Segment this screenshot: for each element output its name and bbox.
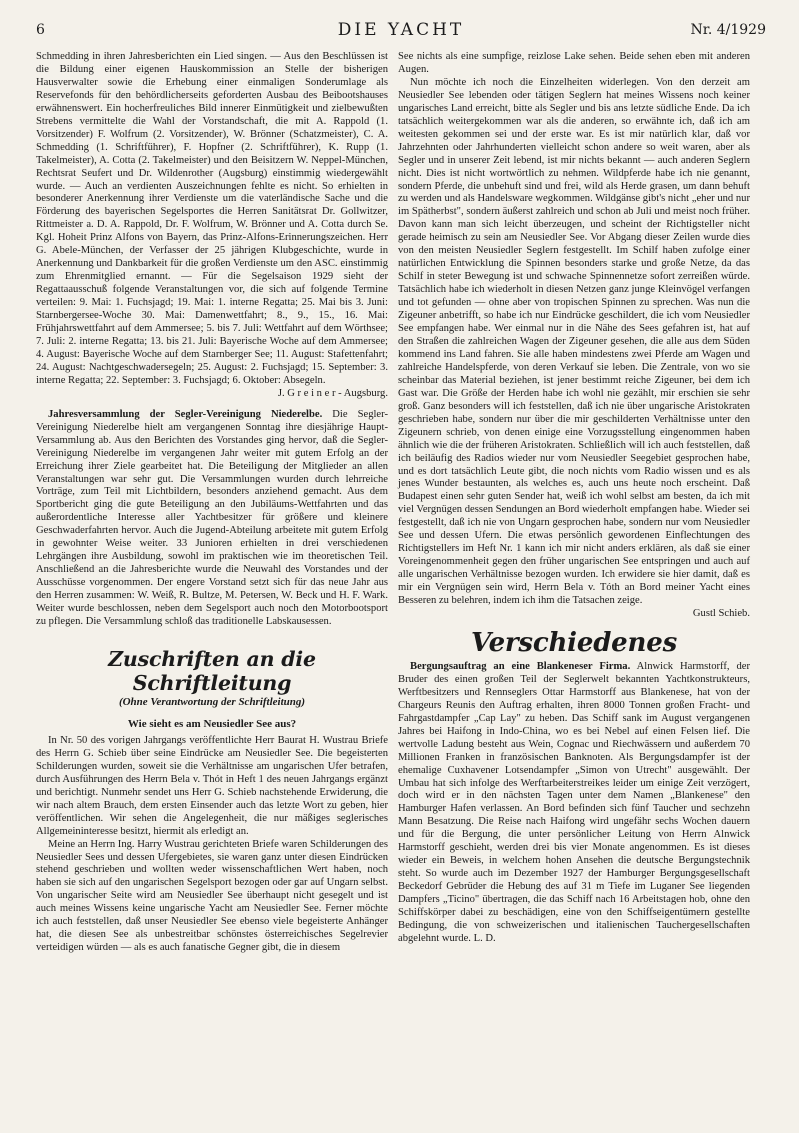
letter-rebuttal-paragraph: Nun möchte ich noch die Einzelheiten widerlegen. Von den derzeit am Neusiedler See lebenden oder tätigen Seglern hat meines Wissens noch keiner ungarisches Land erreicht, bitte als Segler und bis ans letzte südliche Ende. Da ich tatsächlich weitergekommen war als die anderen, so erwähnte ich, daß ich am weitesten gekommen sei und der erste war. Es ist mir natürlich klar, daß vor Jahrzehnten oder Jahrhunderten vielleicht schon andere so weit waren, aber als Segler und in unserer Zeit lebend, ist mir nichts bekannt — auch anderen Seglern nicht. Dies ist nicht wortwörtlich zu nehmen. Wildpferde habe ich nie genannt, sondern Pferde, die unbehuft sind und frei, wild als Herde grasen, um dann behuft zu werden und als Handelsware wegkommen. Wildgänse gibt's nicht „eher und nur im Spätherbst", sondern äußerst zahlreich und schon ab Juli und meist noch früher. Davon kann man sich leicht überzeugen, und scheint der Richtigsteller nicht gerade heimisch zu sein am Neusiedler See. Vor Abgang dieser Zeilen wurde dies von den meisten Neusiedler Seglern festgestellt. Im Schilf haben zufolge einer natürlichen Entwicklung die Spinnen besonders starke und große Netze, da das Schilf in steter Bewegung ist und schwache Spinnennetze sofort zerreißen würde. Tatsächlich habe ich wiederholt in diesen Netzen ganz junge Kleinvögel verfangen und tot gefunden — ohne aber von tropischen Spinnen zu sprechen. Was nun die Zigeuner anbetrifft, so habe ich nur Eindrücke geschildert, die ich vom Neusiedler See empfangen habe. Wer einmal nur in die Nähe des Sees gefahren ist, hat auf den Straßen die zahlreichen Wagen der Zigeuner gesehen, die alle aus dem Süden kommend ins Land fahren. Sie alle haben mindestens zwei Pferde am Wagen und zahlreiche Handelspferde, von deren Verkauf sie leben. Die Zentrale, von wo sie scheinbar das Material beziehen, ist jener bestimmt reiche Zigeuner, bei dem ich Gast war. Die Größe der Herden habe ich wohl nie gezählt, mir erschien sie sehr groß. Ganz besonders will ich feststellen, daß ich nie über ungarische Aristokraten geschrieben habe, sondern nur über die mir geschilderten Verhältnisse unter den Zigeunern schrieb, von denen einige eine Vorzugsstellung eingenommen haben ähnlich wie die der früheren Aristokraten. Schließlich will ich auch feststellen, daß ich beiläufig des Radios wieder nur vom Neusiedler Seegebiet gesprochen habe, und es dort tatsächlich Leute gibt, die noch nichts vom Radio wissen und es als jenes Wunder bestaunten, als welches es, auch uns heute noch erscheint. Daß Budapest einen sehr guten Sender hat, weiß ich wohl selbst am besten, da ich mit viel Vergnügen dessen Sendungen an Bord wiederholt empfangen habe. Wieder sei festgestellt, daß ich nie von Ungarn gesprochen habe, sondern nur vom Neusiedler See und dessen Ufern. Die etwas persönlich gewordenen Einflechtungen des Richtigstellers im Heft Nr. 1 kann ich mir nicht anders erklären, als daß sie einer Voreingenommenheit gegen den früher ungarischen See entspringen und auch auf alle ungarischen Verhältnisse bezogen wurden. Ich erwidere sie hier damit, daß es mir ein Vergnügen sein wird, Herrn Bela v. Tóth an Bord meiner Yacht eines Besseren zu belehren, indem ich ihm die Tatsachen zeige. bbox=[398, 76, 750, 607]
right-column bbox=[398, 51, 750, 946]
issue-number: Nr. 4/1929 bbox=[690, 22, 766, 38]
letter-paragraph: Meine an Herrn Ing. Harry Wustrau gerichteten Briefe waren Schilderungen des Neusiedler Sees und dessen Ufergebietes, sie waren ganz unter diesen Eindrücken stehend geschrieben und wollten weder wissenschaftlichen Wert haben, noch haben sie sich auf den ungarischen Segelsport bezogen oder gar auf Ungarn selbst. Von ungarischer Seite wird am Neusiedler See überhaupt nicht gesegelt und ist auch meines Wissens keine ungarische Yacht am Neusiedler See. Ferner möchte ich auch feststellen, daß unser Neusiedler See ebenso viele begeisterte Anhänger hat, die diesen See als unbestreitbar schönstes österreichisches Segelrevier verteidigen würden — als es auch fanatische Gegner gibt, die in diesem bbox=[36, 838, 388, 954]
page-header bbox=[36, 20, 766, 42]
niederelbe-heading: Jahresversammlung der Segler-Vereinigung Niederelbe. bbox=[48, 408, 323, 420]
journal-title: DIE YACHT bbox=[337, 20, 465, 40]
letter-question-heading: Wie sieht es am Neusiedler See aus? bbox=[127, 717, 297, 730]
letter-signoff: Gustl Schieb. bbox=[692, 607, 750, 619]
page-number: 6 bbox=[36, 22, 45, 38]
letters-section-title: Zuschriften an die Schriftleitung bbox=[108, 646, 316, 695]
club-report-paragraph: Schmedding in ihren Jahresberichten ein Lied singen. — Aus den Beschlüssen ist die Bildung einer eigenen Hauskommission an Stelle der bisherigen Hausverwalter sowie die Erhebung einer einmaligen Sonderumlage als Reservefonds für den behördlicherseits geforderten Ausbau des Beibootshauses erwähnenswert. Ein hocherfreuliches Bild innerer Einmütigkeit und zielbewußten Strebens vermittelte die Wahl der Vorstandschaft, die mit A. Rappold (1. Vorsitzender) F. Wolfrum (2. Vorsitzender), W. Brönner (Schatzmeister), C. A. Schmedding (1. Schriftführer), F. Hopfner (2. Schriftführer), K. Rupp (1. Takelmeister), A. Cotta (2. Takelmeister) und den Beisitzern W. Neppel-München, Rechtsrat Seufert und Dr. Wildenrother (Augsburg) einstimmig wiedergewählt wurde. — Auch an verdienten Auszeichnungen fehlte es nicht. So erhielten in besonderer Anerkennung ihrer Verdienste um die vaterländische Sache und die Förderung des bayerischen Segelsportes die Herren Sanitätsrat Dr. Gollwitzer, Rittmeister a. D. A. Rappold, Dr. F. Wolfrum, W. Brönner und A. Cotta durch Se. Kgl. Hoheit Prinz Alfons von Bayern, das Prinz-Alfons-Erinnerungszeichen. Herr G. Abele-München, der Verfasser der 25 jährigen Klubgeschichte, wurde in Anerkennung und Dankbarkeit für die großen Verdienste um den ASC. einstimmig zum Ehrenmitglied ernannt. — Für die Segelsaison 1929 sieht der Regattaausschuß folgende Veranstaltungen vor, die sich auf folgende Termine verteilen: 9. Mai: 1. Fuchsjagd; 19. Mai: 1. interne Regatta; 25. Mai bis 3. Juni: Starnbergersee-Woche 30. Mai: Damenwettfahrt; 8., 9., 15., 16. Mai: Frühjahrswettfahrt auf dem Ammersee; 5. bis 7. Juli: Wettfahrt auf dem Wörthsee; 7. Juli: 2. interne Regatta; 13. bis 21. Juli: Bayerische Woche auf dem Ammersee; 4. August: Bayerische Woche auf dem Starnberger See; 11. August: Stafettenfahrt; 24. August: Nachtgeschwadersegeln; 25. August: 2. Fuchsjagd; 15. September: 3. interne Regatta; 22. September: 3. Fuchsjagd; 6. Oktober: Absegeln. bbox=[36, 51, 388, 386]
niederelbe-paragraph bbox=[36, 409, 388, 629]
niederelbe-text: Die Segler-Vereinigung Niederelbe hielt am vergangenen Sonntag ihre diesjährige Haupt-Versammlung ab. Aus den Berichten des Vorstandes ging hervor, daß die Segler-Vereinigung Niederelbe im vergangenen Jahr weiter mit gutem Erfolg an der Erreichung ihrer Ziele gearbeitet hat. Die Beteiligung der Mitglieder an allen Veranstaltungen war sehr gut. Die Versammlungen wurden durch lehrreiche Vorträge, zum Teil mit Lichtbildern, besonders anziehend gemacht. Aus dem Sportbericht ging die gute Beteiligung an den Jubiläums-Wettfahrten und das außerordentliche Interesse aller Yachtbesitzer für größere und kleinere Geschwaderfahrten hervor. Auch die Jugend-Abteilung arbeitete mit gutem Erfolg in gewohnter Weise weiter. 33 Junioren erhielten in drei verschiedenen Lehrgängen ihre Ausbildung, sowohl im praktischen wie im theoretischen Teil. Anschließend an die Jahresberichte wurde die Neuwahl des Vorstandes und der Ausschüsse vorgenommen. Der engere Vorstand setzt sich für das neue Jahr aus den Herren zusammen: W. Weiß, R. Bultze, M. Petersen, W. Beck und H. F. Wark. Weiter wurde beschlossen, neben dem Segelsport auch noch den Motorbootsport zu pflegen. Die Versammlung schloß das traditionelle Labskausessen. bbox=[36, 408, 388, 627]
salvage-text: Alnwick Harmstorff, der Bruder des einen großen Teil der Seglerwelt bekannten Yachtkonstrukteurs, Werftbesitzers und Rennseglers Ottar Harmstorff aus Blankenese, hat von der Chargeurs Reunis den Auftrag erhalten, ihren 8000 Tonnen großen Fracht- und Fahrgastdampfer „Cap Lay" zu heben. Das Schiff sank im August vergangenen Jahres bei Haifong in Indo-China, wo es bei Nebel auf einen Felsen lief. Die wertvolle Ladung besteht aus Wein, Cognac und Riechwässern und außerdem 70 Millionen Franken in französischen Banknoten. Als Bergungsdampfer ist der ehemalige Cuxhavener Lotsendampfer „Simon von Utrecht" ausgewählt. Der Umbau hat sich infolge des Werftarbeiterstreikes leider um einige Zeit verzögert, doch wird er in den nächsten Tagen unter dem Namen „Blankenese" den Hamburger Hafen verlassen. An Bord befinden sich fünf Taucher und sechzehn Mann Besatzung. Die Reise nach Haifong wird ungefähr sechs Wochen dauern und für die Bergung, die unter persönlicher Leitung von Herrn Alnwick Harmstorff geschieht, werden drei bis vier Monate angenommen. Es ist dieses wieder ein Beweis, in welchem hohen Ansehen die deutsche Bergungstechnik steht. So wurde auch im Dezember 1927 der Hamburger Bergungsgesellschaft Beckedorf Gebrüder die Hebung des auf 31 m Tiefe im Luganer See liegenden Dampfers „Ticino" übertragen, die das Schiff nach 16 Arbeitstagen hob, ohne den Schiffskörper dabei zu beschädigen, eine von den Schiffseigentümern gestellte Bedingung, die von schweizerischen und italienischen Tauchergesellschaften abgelehnt wurde. L. D. bbox=[398, 660, 750, 944]
editorial-intro-paragraph: In Nr. 50 des vorigen Jahrgangs veröffentlichte Herr Baurat H. Wustrau Briefe des Herrn G. Schieb über seine Eindrücke am Neusiedler See. Die begeisterten Schilderungen wurden, soweit sie die Verhältnisse am ungarischen Ufer betrafen, durch Ausführungen des Herrn Bela v. Thót in Heft 1 des neuen Jahrgangs ergänzt und berichtigt. Nunmehr sendet uns Herr G. Schieb nachstehende Erwiderung, die wir nach altem Brauch, dem ersten Einsender auch das letzte Wort zu geben, hier veröffentlichen. Wir sehen die Angelegenheit, die nur mäßiges seglerisches Allgemeininteresse besitzt, hiermit als erledigt an. bbox=[36, 734, 388, 837]
report-signoff: J. G r e i n e r - Augsburg. bbox=[277, 387, 388, 399]
salvage-heading: Bergungsauftrag an eine Blankeneser Firma. bbox=[410, 660, 631, 672]
letter-continuation: See nichts als eine sumpfige, reizlose Lake sehen. Beide sehen eben mit anderen Augen. bbox=[398, 51, 750, 75]
left-column bbox=[36, 51, 388, 955]
letters-section-subtitle: (Ohne Verantwortung der Schriftleitung) bbox=[118, 695, 306, 708]
salvage-paragraph bbox=[398, 661, 750, 946]
misc-section-title: Verschiedenes bbox=[470, 627, 678, 658]
